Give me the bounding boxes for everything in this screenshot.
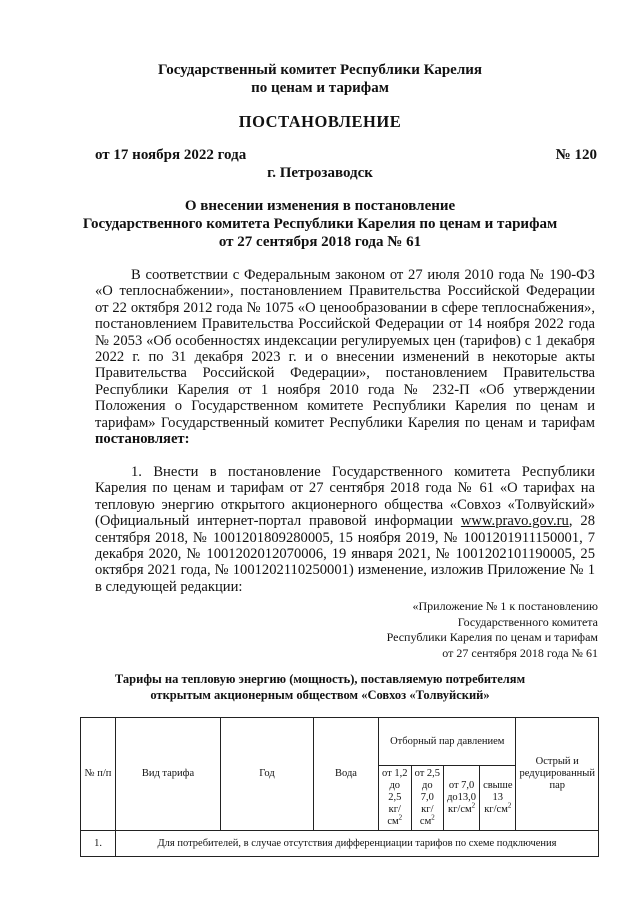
steam-col-3-from: от 7,0 <box>448 780 475 791</box>
item-1-text-part2: , 28 сентября 2018, № 1001201809280005, 15 ноября 2019, № 1001201911150001, 7 декабря 2020, № 1001202012070006, 19 января 2021, № 1001202101190005, 25 октября 2021 года, № 1001202110250001) изменение, изложив Приложение № 1 в следующей редакции: <box>95 513 595 595</box>
title-line1: О внесении изменения в постановление <box>184 198 456 214</box>
preamble-paragraph <box>95 267 595 447</box>
row-1-description: Для потребителей, в случае отсутствия дифференциации тарифов по схеме подключения <box>116 831 599 857</box>
item-1-text-part1: 1. Внести в постановление Государственного комитета Республики Карелия по ценам и тарифам от 27 сентября 2018 года № 61 «О тарифах на тепловую энергию открытого акционерного общества «Совхоз «Толвуйский» (Официальный интернет-портал правовой информации <box>95 464 595 530</box>
appendix-line1: «Приложение № 1 к постановлению <box>412 599 598 613</box>
steam-col-2-from: от 2,5 <box>414 768 441 779</box>
table-row <box>81 831 599 857</box>
header-steam-col-2 <box>411 766 444 831</box>
title-line3: от 27 сентября 2018 года № 61 <box>218 234 422 250</box>
header-sharp-steam: Острый и редуцированный пар <box>516 718 599 831</box>
header-tariff-type: Вид тарифа <box>116 718 221 831</box>
document-date: от 17 ноября 2022 года <box>95 147 247 163</box>
tariff-table <box>80 717 599 857</box>
appendix-line2: Государственного комитета <box>457 614 598 629</box>
steam-col-4-from: свыше <box>483 780 513 791</box>
preamble-decree: постановляет: <box>95 431 190 448</box>
org-name-line2: по ценам и тарифам <box>251 80 389 96</box>
steam-col-2-to: до 7,0 <box>420 780 434 803</box>
table-title-line1: Тарифы на тепловую энергию (мощность), поставляемую потребителям <box>114 672 526 686</box>
title-line2: Государственного комитета Республики Карелия по ценам и тарифам <box>82 216 558 232</box>
row-1-num: 1. <box>81 831 116 857</box>
appendix-line3: Республики Карелия по ценам и тарифам <box>386 630 598 644</box>
appendix-line4: от 27 сентября 2018 года № 61 <box>442 645 598 660</box>
header-steam-col-4 <box>480 766 516 831</box>
pravo-gov-link[interactable]: www.pravo.gov.ru <box>460 513 569 530</box>
header-year: Год <box>221 718 314 831</box>
header-water: Вода <box>314 718 379 831</box>
document-city: г. Петрозаводск <box>267 165 373 181</box>
org-name-line1: Государственный комитет Республики Карелия <box>158 62 482 78</box>
appendix-reference <box>298 599 598 661</box>
item-1-paragraph <box>95 464 595 595</box>
document-type: ПОСТАНОВЛЕНИЕ <box>238 112 402 131</box>
steam-col-3-unit: $кг/см^2$ <box>448 801 476 815</box>
steam-col-1-to: до 2,5 <box>388 780 402 803</box>
steam-col-4-unit: $кг/см^2$ <box>484 801 512 815</box>
steam-col-4-to: 13 <box>492 792 504 803</box>
header-steam-col-3 <box>444 766 480 831</box>
header-steam-group: Отборный пар давлением <box>379 718 516 766</box>
header-steam-col-1 <box>379 766 412 831</box>
steam-col-1-from: от 1,2 <box>382 768 408 779</box>
document-number: № 120 <box>555 147 597 163</box>
header-num: № п/п <box>81 718 116 831</box>
table-title-line2: открытым акционерным обществом «Совхоз «Толвуйский» <box>150 688 490 702</box>
preamble-text: В соответствии с Федеральным законом от 27 июля 2010 года № 190-ФЗ «О теплоснабжении», постановлением Правительства Российской Федерации от 22 октября 2012 года № 1075 «О ценообразовании в сфере теплоснабжения», постановлением Правительства Российской Федерации от 14 ноября 2022 года № 2053 «Об особенностях индексации регулируемых цен (тарифов) с 1 декабря 2022 г. по 31 декабря 2023 г. и о внесении изменений в некоторые акты Правительства Российской Федерации», постановлением Правительства Республики Карелия от 1 ноября 2010 года № 232-П «Об утверждении Положения о Государственном комитете Республики Карелия по ценам и тарифам» Государственный комитет Республики Карелия по ценам и тарифам <box>95 267 595 431</box>
steam-col-2-unit: $кг/см^2$ <box>419 804 435 827</box>
steam-col-3-to: до13,0 <box>447 792 477 803</box>
steam-col-1-unit: $кг/см^2$ <box>387 804 403 827</box>
